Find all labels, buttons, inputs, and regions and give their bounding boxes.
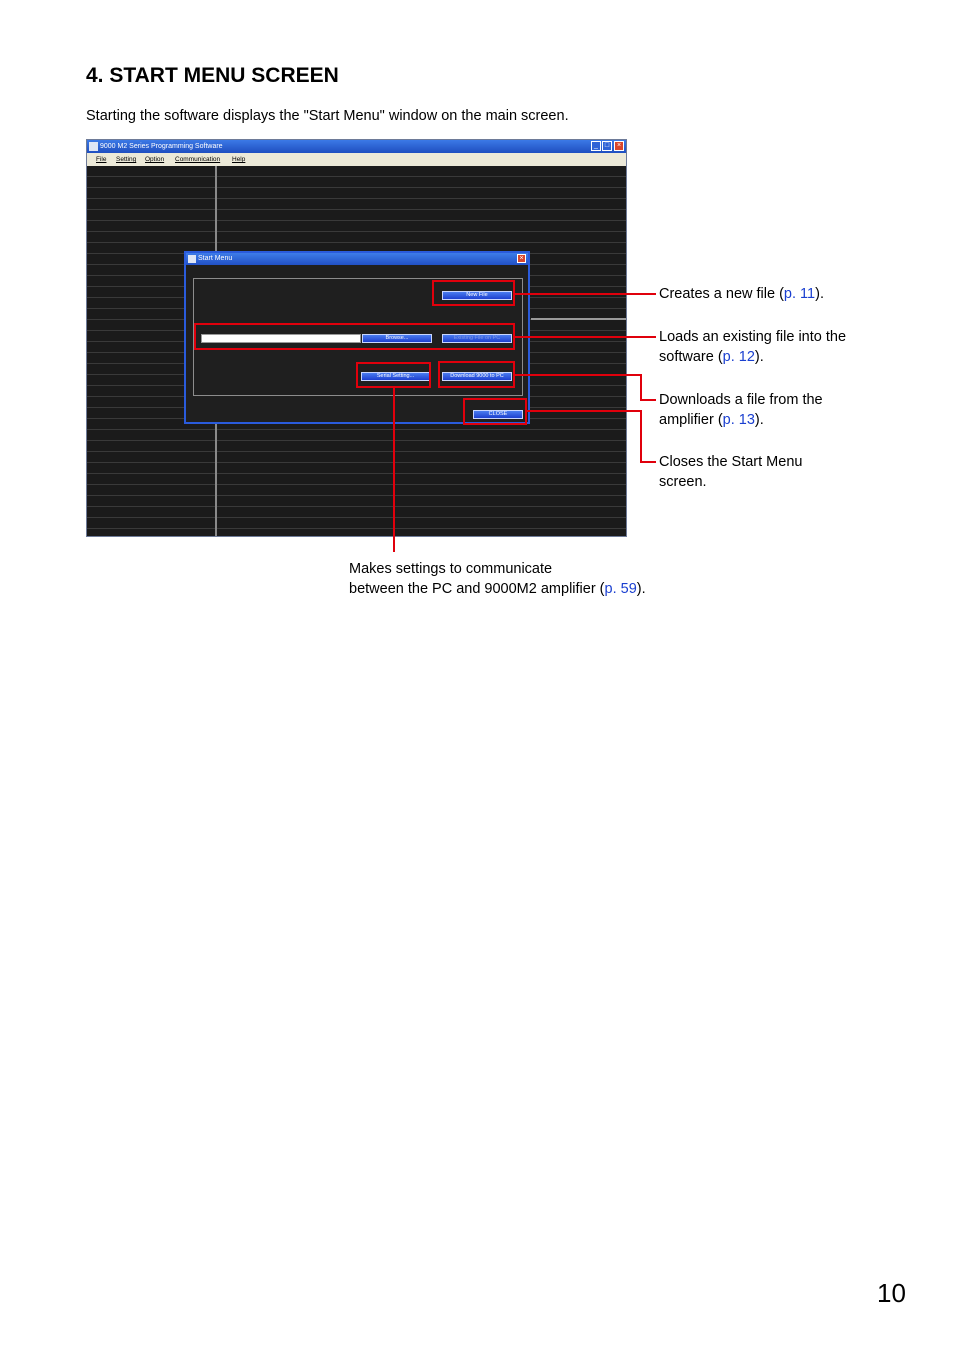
annotation-new-file-text: Creates a new file ( <box>659 286 784 302</box>
close-window-button[interactable]: × <box>614 141 624 151</box>
annotation-new-file <box>659 284 824 304</box>
intro-text: Starting the software displays the "Start Menu" window on the main screen. <box>86 108 569 124</box>
annotation-download <box>659 390 823 430</box>
menu-option[interactable]: Option <box>145 156 165 163</box>
menu-help[interactable]: Help <box>232 156 246 163</box>
annotation-serial-line1: Makes settings to communicate <box>349 561 553 577</box>
page-title: 4. START MENU SCREEN <box>86 64 339 87</box>
new-file-button[interactable]: New File <box>442 291 512 300</box>
annotation-serial-tail: ). <box>636 581 646 597</box>
maximize-button[interactable]: □ <box>602 141 612 151</box>
annotation-new-file-tail: ). <box>815 286 824 302</box>
annotation-download-tail: ). <box>754 412 764 428</box>
existing-file-button[interactable]: Existing File on PC <box>442 334 512 343</box>
serial-setting-button[interactable]: Serial Setting... <box>361 372 430 381</box>
annotation-load-line1: Loads an existing file into the <box>659 329 847 345</box>
annotation-load-tail: ). <box>754 349 764 365</box>
annotation-download-text: amplifier ( <box>659 412 723 428</box>
close-button[interactable]: CLOSE <box>473 410 523 419</box>
annotation-close-line2: screen. <box>659 474 707 490</box>
page-link-load-file[interactable]: p. 12 <box>722 349 755 365</box>
page-number: 10 <box>877 1278 906 1308</box>
page-link-download[interactable]: p. 13 <box>722 412 755 428</box>
leader-download <box>515 375 656 400</box>
browse-button[interactable]: Browse... <box>362 334 432 343</box>
annotation-download-line1: Downloads a file from the <box>659 392 823 408</box>
dialog-close-icon[interactable]: × <box>517 254 526 263</box>
app-title: 9000 M2 Series Programming Software <box>100 143 223 150</box>
menu-communication[interactable]: Communication <box>175 156 221 163</box>
annotation-load-text: software ( <box>659 349 723 365</box>
dialog-title: Start Menu <box>198 255 233 262</box>
leader-close <box>527 411 656 462</box>
annotation-serial-setting <box>349 559 646 599</box>
download-button[interactable]: Download 9000 to PC <box>442 372 512 381</box>
menu-setting[interactable]: Setting <box>116 156 137 163</box>
page-link-new-file[interactable]: p. 11 <box>783 286 816 302</box>
menu-file[interactable]: File <box>96 156 107 163</box>
page-link-serial[interactable]: p. 59 <box>604 581 637 597</box>
annotation-close <box>659 452 802 492</box>
annotation-close-line1: Closes the Start Menu <box>659 454 803 470</box>
annotation-load-file <box>659 327 846 367</box>
annotation-serial-text: between the PC and 9000M2 amplifier ( <box>349 581 605 597</box>
minimize-button[interactable]: _ <box>591 141 601 151</box>
